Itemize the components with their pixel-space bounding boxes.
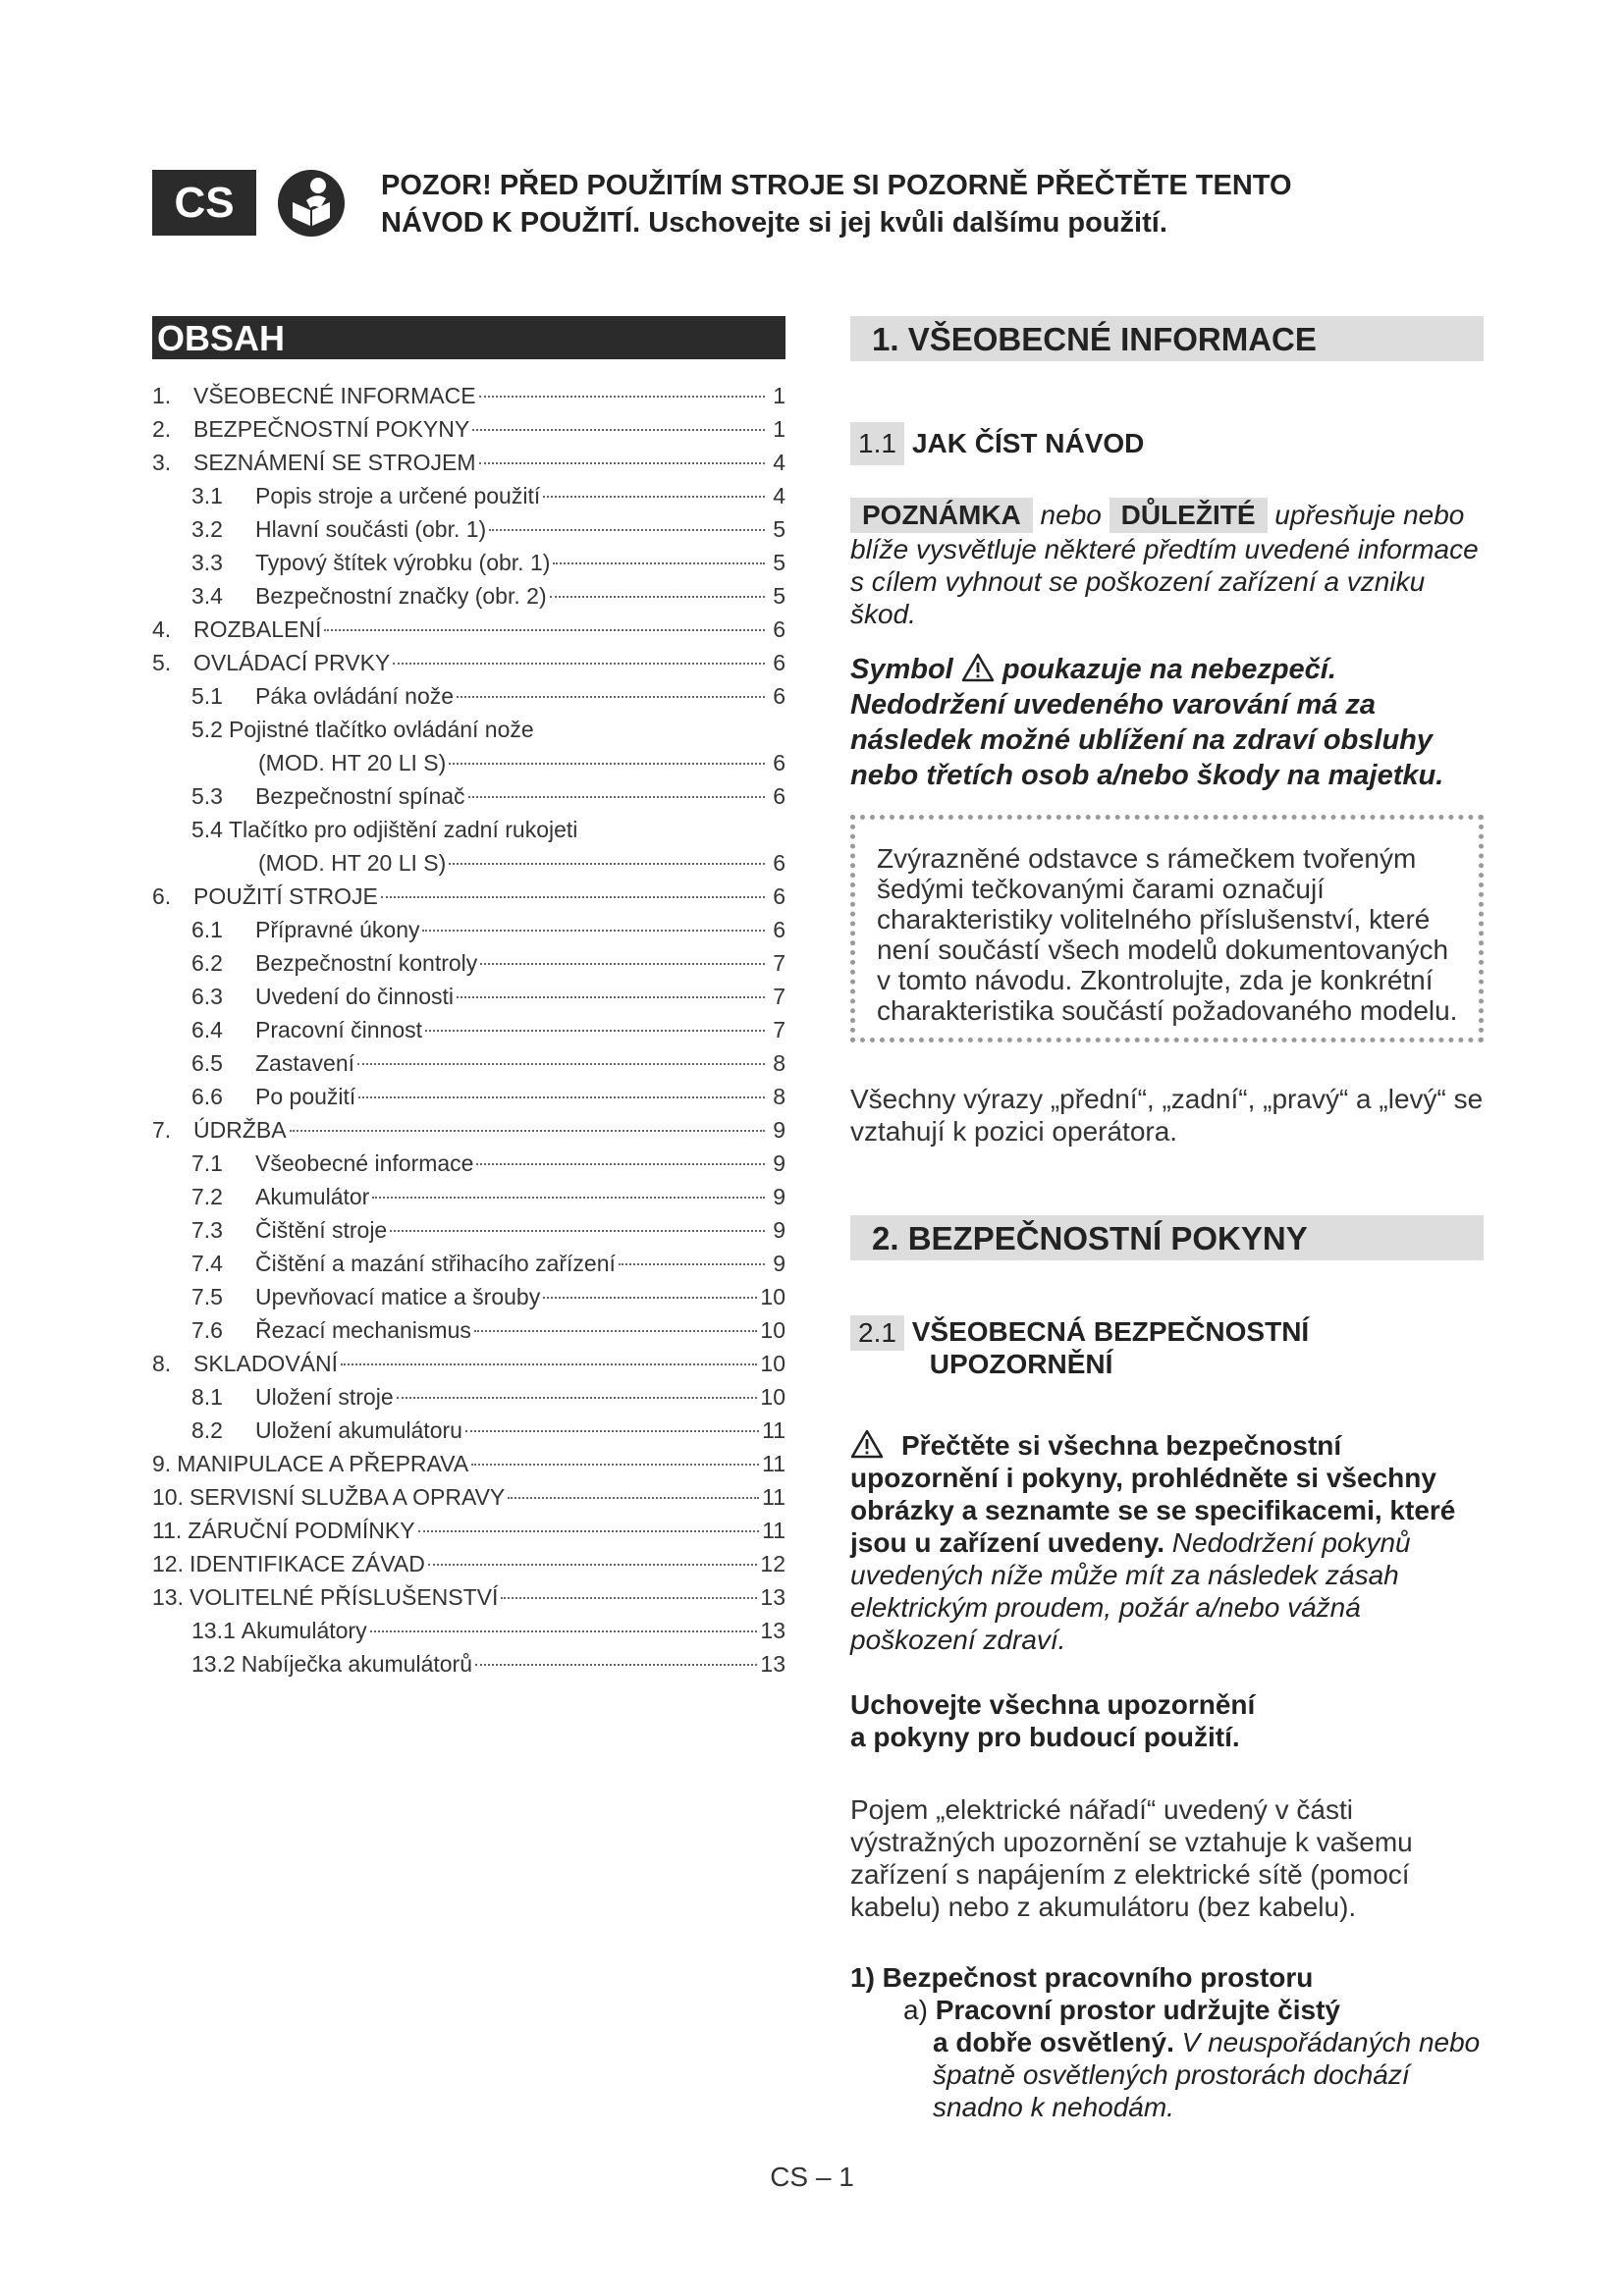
- toc-entry-page: 7: [773, 950, 785, 976]
- toc-entry-page: 12: [760, 1551, 785, 1576]
- item-bold-2: a dobře osvětlený.: [933, 2027, 1174, 2057]
- toc-leader-dots: [480, 963, 765, 965]
- toc-entry-page: 8: [773, 1050, 785, 1076]
- warning-bold-text: Přečtěte si všechna bezpečnostní upozornění i pokyny, prohlédněte si všechny obrázky a seznamte se se specifikacemi, které jsou u zařízení uvedeny.: [850, 1430, 1456, 1558]
- toc-entry-number: 7.5: [191, 1284, 223, 1309]
- important-tag: DŮLEŽITÉ: [1110, 498, 1268, 533]
- toc-leader-dots: [468, 796, 765, 798]
- toc-leader-dots: [393, 663, 765, 665]
- toc-entry-title: Bezpečnostní spínač: [255, 783, 465, 809]
- toc-entry[interactable]: [152, 1414, 785, 1447]
- keep-line-1: Uchovejte všechna upozornění: [850, 1689, 1256, 1720]
- toc-entry-number: 13.2: [191, 1651, 236, 1677]
- toc-entry-number: 5.3: [191, 783, 223, 809]
- toc-entry-number: 8.2: [191, 1417, 223, 1443]
- toc-entry[interactable]: [152, 1580, 785, 1614]
- toc-entry-title: Typový štítek výrobku (obr. 1): [255, 550, 551, 575]
- note-text-first: upřesňuje: [1274, 500, 1396, 530]
- toc-entry-title: BEZPEČNOSTNÍ POKYNY: [193, 416, 470, 442]
- item-label: a): [903, 1995, 928, 2025]
- toc-entry-page: 11: [762, 1417, 785, 1443]
- toc-entry-page: 5: [773, 550, 785, 575]
- toc-entry-page: 13: [760, 1618, 785, 1643]
- language-badge: CS: [152, 170, 256, 236]
- toc-leader-dots: [465, 1430, 759, 1432]
- subsection-title-line-1: VŠEOBECNÁ BEZPEČNOSTNÍ: [911, 1316, 1310, 1347]
- toc-entry-page: 8: [773, 1084, 785, 1109]
- toc-entry-page: 1: [773, 416, 785, 442]
- toc-entry-page: 6: [773, 783, 785, 809]
- toc-entry[interactable]: [152, 1113, 785, 1147]
- toc-entry[interactable]: [152, 512, 785, 546]
- toc-entry[interactable]: [152, 1046, 785, 1080]
- toc-entry-page: 10: [760, 1317, 785, 1343]
- toc-leader-dots: [422, 930, 765, 932]
- note-paragraph: [850, 498, 1484, 630]
- toc-entry-number: 6.6: [191, 1084, 223, 1109]
- toc-entry-title: MANIPULACE A PŘEPRAVA: [177, 1451, 469, 1476]
- toc-entry[interactable]: [152, 379, 785, 412]
- toc-entry[interactable]: [152, 1013, 785, 1046]
- warning-line-1: POZOR! PŘED POUŽITÍM STROJE SI POZORNĚ PŘEČTĚTE TENTO: [381, 170, 1292, 201]
- toc-entry[interactable]: [152, 479, 785, 512]
- toc-entry[interactable]: [152, 412, 785, 446]
- toc-entry-title: Řezací mechanismus: [255, 1317, 471, 1343]
- page-number: CS – 1: [770, 2162, 854, 2192]
- danger-symbol-paragraph: [850, 652, 1484, 793]
- toc-entry-number: 7.3: [191, 1217, 223, 1243]
- toc-entry[interactable]: [152, 613, 785, 646]
- toc-title: OBSAH: [152, 316, 785, 359]
- toc-entry-title: Pracovní činnost: [255, 1017, 423, 1042]
- toc-leader-dots: [358, 1096, 765, 1098]
- toc-entry-number: 7.: [152, 1117, 172, 1143]
- toc-entry-title: Nabíječka akumulátorů: [241, 1651, 472, 1677]
- read-manual-icon: [277, 169, 346, 238]
- toc-entry[interactable]: [152, 1180, 785, 1213]
- toc-entry-page: 6: [773, 650, 785, 675]
- toc-entry-number: 2.: [152, 416, 172, 442]
- toc-entry[interactable]: [152, 1647, 785, 1681]
- toc-entry-number: 12.: [152, 1551, 184, 1576]
- toc-leader-dots: [550, 596, 765, 598]
- toc-entry-page: 13: [760, 1584, 785, 1610]
- toc-entry-number: 13.1: [191, 1618, 236, 1643]
- toc-entry-number: 4.: [152, 616, 172, 642]
- toc-entry-title: Čištění a mazání střihacího zařízení: [255, 1251, 616, 1276]
- toc-leader-dots: [341, 1363, 757, 1365]
- toc-entry-number: 13.: [152, 1584, 184, 1610]
- warning-triangle-icon: [850, 1429, 884, 1459]
- toc-entry-title: Hlavní součásti (obr. 1): [255, 516, 487, 542]
- subsection-title: [912, 1315, 1310, 1380]
- toc-leader-dots: [619, 1263, 765, 1265]
- toc-entry-number: 3.3: [191, 550, 223, 575]
- toc-entry-title: Zastavení: [255, 1050, 354, 1076]
- toc-entry-title: POUŽITÍ STROJE: [193, 883, 378, 909]
- toc-entry-page: 5: [773, 516, 785, 542]
- toc-entry[interactable]: [152, 579, 785, 613]
- note-text-rest: nebo blíže vysvětluje některé předtím uvedené informace s cílem vyhnout se poškození zařízení a vzniku škod.: [850, 500, 1479, 629]
- toc-leader-dots: [508, 1497, 759, 1499]
- toc-entry-title: SERVISNÍ SLUŽBA A OPRAVY: [189, 1484, 506, 1510]
- toc-entry[interactable]: [152, 1614, 785, 1647]
- section-2-heading: 2. BEZPEČNOSTNÍ POKYNY: [850, 1215, 1484, 1260]
- toc-leader-dots: [381, 896, 765, 898]
- toc-leader-dots: [489, 529, 765, 531]
- warning-italic-text: Nedodržení pokynů uvedených níže může mít za následek zásah elektrickým proudem, požár a/nebo vážná poškození zdraví.: [850, 1527, 1411, 1655]
- toc-leader-dots: [449, 763, 765, 765]
- toc-leader-dots: [372, 1197, 765, 1199]
- item-continuation: [903, 2026, 1492, 2123]
- toc-entry-title: Bezpečnostní kontroly: [255, 950, 478, 976]
- item-italic: V neuspořádaných nebo špatně osvětlených prostorách dochází snadno k nehodám.: [933, 2027, 1481, 2122]
- toc-leader-dots: [457, 996, 765, 998]
- toc-entry-title: VOLITELNÉ PŘÍSLUŠENSTVÍ: [189, 1584, 499, 1610]
- subsection-1-1-heading: [850, 422, 1484, 465]
- toc-entry-title: Akumulátory: [241, 1618, 367, 1643]
- toc-entry[interactable]: [152, 679, 785, 713]
- toc-entry-number: 5.2: [191, 717, 223, 742]
- toc-entry-number: 6.2: [191, 950, 223, 976]
- note-tag: POZNÁMKA: [850, 498, 1033, 533]
- toc-entry[interactable]: [152, 1247, 785, 1280]
- toc-entry-title: Pojistné tlačítko ovládání nože: [228, 717, 534, 742]
- toc-entry-number: 6.5: [191, 1050, 223, 1076]
- general-warning-paragraph: [850, 1429, 1489, 1656]
- toc-entry-number: 7.6: [191, 1317, 223, 1343]
- toc-entry-page: 10: [760, 1351, 785, 1376]
- toc-leader-dots: [471, 1464, 759, 1466]
- toc-entry-page: 9: [773, 1251, 785, 1276]
- toc-entry[interactable]: [152, 1514, 785, 1547]
- subsection-number: 1.1: [850, 422, 904, 465]
- toc-entry[interactable]: [152, 1147, 785, 1180]
- directions-paragraph: Všechny výrazy „přední“, „zadní“, „pravý“ a „levý“ se vztahují k pozici operátora.: [850, 1084, 1484, 1147]
- toc-entry-number: 6.1: [191, 917, 223, 942]
- toc-leader-dots: [479, 462, 765, 464]
- subsection-number: 2.1: [850, 1315, 904, 1351]
- symbol-label: Symbol: [850, 654, 953, 685]
- toc-leader-dots: [476, 1163, 765, 1165]
- toc-entry-page: 6: [773, 917, 785, 942]
- toc-leader-dots: [472, 429, 765, 431]
- toc-entry-page: 6: [773, 683, 785, 709]
- toc-entry-number: 10.: [152, 1484, 184, 1510]
- toc-entry-number: 1.: [152, 383, 172, 408]
- item-bold-1: Pracovní prostor udržujte čistý: [935, 1995, 1341, 2025]
- toc-entry-page: 6: [773, 850, 785, 876]
- toc-entry-title: Uvedení do činnosti: [255, 984, 455, 1009]
- toc-entry-title: ROZBALENÍ: [193, 616, 322, 642]
- toc-entry-page: 6: [773, 616, 785, 642]
- toc-entry-number: 7.4: [191, 1251, 223, 1276]
- toc-entry-number: 3.: [152, 450, 172, 475]
- toc-entry-title: Uložení akumulátoru: [255, 1417, 462, 1443]
- toc-entry-page: 7: [773, 984, 785, 1009]
- toc-entry-title: OVLÁDACÍ PRVKY: [193, 650, 391, 675]
- toc-entry-title: ÚDRŽBA: [193, 1117, 287, 1143]
- toc-entry-title: Upevňovací matice a šrouby: [255, 1284, 541, 1309]
- warning-triangle-icon: [961, 653, 995, 682]
- toc-entry-page: 10: [760, 1384, 785, 1410]
- toc-entry-number: 6.: [152, 883, 172, 909]
- toc-entry-number: 8.1: [191, 1384, 223, 1410]
- toc-leader-dots: [428, 1564, 758, 1566]
- toc-entry[interactable]: [152, 779, 785, 813]
- toc-entry[interactable]: [152, 713, 785, 746]
- toc-entry-title: Popis stroje a určené použití: [255, 483, 541, 508]
- toc-entry-title: Páka ovládání nože: [255, 683, 455, 709]
- toc-entry[interactable]: [152, 646, 785, 679]
- toc-entry[interactable]: [152, 1347, 785, 1380]
- toc-entry-number: 3.2: [191, 516, 223, 542]
- toc-entry[interactable]: [152, 1080, 785, 1113]
- toc-leader-dots: [475, 1664, 757, 1666]
- toc-entry[interactable]: [152, 946, 785, 980]
- toc-entry-page: 4: [773, 483, 785, 508]
- toc-entry[interactable]: [152, 880, 785, 913]
- toc-leader-dots: [418, 1530, 760, 1532]
- toc-leader-dots: [290, 1130, 765, 1132]
- toc-entry-title: Přípravné úkony: [255, 917, 420, 942]
- toc-entry-page: 10: [760, 1284, 785, 1309]
- toc-entry-number: 3.4: [191, 583, 223, 609]
- toc-entry[interactable]: [152, 813, 785, 846]
- toc-entry-number: 5.: [152, 650, 172, 675]
- table-of-contents: [152, 379, 785, 1681]
- toc-entry-title: (MOD. HT 20 LI S): [258, 750, 447, 775]
- toc-entry-number: 3.1: [191, 483, 223, 508]
- toc-entry-title: Akumulátor: [255, 1184, 370, 1209]
- optional-feature-box: [850, 815, 1484, 1042]
- subsection-title-line-2: UPOZORNĚNÍ: [929, 1349, 1113, 1379]
- toc-entry-page: 6: [773, 750, 785, 775]
- toc-leader-dots: [474, 1330, 758, 1332]
- toc-entry-page: 7: [773, 1017, 785, 1042]
- warning-line-2: NÁVOD K POUŽITÍ. Uschovejte si jej kvůli dalšímu použití.: [381, 207, 1167, 239]
- toc-leader-dots: [370, 1630, 758, 1632]
- toc-entry-number: 9.: [152, 1451, 172, 1476]
- toc-entry-title: SKLADOVÁNÍ: [193, 1351, 338, 1376]
- toc-entry-page: 1: [773, 383, 785, 408]
- toc-leader-dots: [543, 496, 765, 498]
- toc-entry[interactable]: [152, 546, 785, 579]
- toc-entry-number: 7.2: [191, 1184, 223, 1209]
- toc-entry[interactable]: [152, 846, 785, 880]
- keep-instructions-paragraph: [850, 1688, 1484, 1753]
- toc-entry-title: Uložení stroje: [255, 1384, 394, 1410]
- toc-entry-title: ZÁRUČNÍ PODMÍNKY: [188, 1518, 415, 1543]
- toc-entry[interactable]: [152, 1313, 785, 1347]
- toc-leader-dots: [357, 1063, 765, 1065]
- toc-entry-title: SEZNÁMENÍ SE STROJEM: [193, 450, 476, 475]
- toc-entry[interactable]: [152, 1547, 785, 1580]
- toc-entry-page: 9: [773, 1184, 785, 1209]
- toc-leader-dots: [479, 396, 765, 398]
- subsection-2-1-heading: [850, 1315, 1484, 1380]
- toc-entry[interactable]: [152, 980, 785, 1013]
- power-tool-term-paragraph: Pojem „elektrické nářadí“ uvedený v části výstražných upozornění se vztahuje k vašemu zařízení s napájením z elektrické sítě (pomocí kabelu) nebo z akumulátoru (bez kabelu).: [850, 1794, 1413, 1922]
- toc-entry-title: VŠEOBECNÉ INFORMACE: [193, 383, 476, 408]
- toc-entry-page: 13: [760, 1651, 785, 1677]
- toc-leader-dots: [449, 863, 765, 865]
- toc-leader-dots: [390, 1230, 765, 1232]
- work-area-item-a: [903, 1994, 1492, 2123]
- toc-entry-title: Všeobecné informace: [255, 1150, 474, 1176]
- toc-entry-number: 7.1: [191, 1150, 223, 1176]
- toc-entry-title: Bezpečnostní značky (obr. 2): [255, 583, 547, 609]
- toc-entry-number: 5.1: [191, 683, 223, 709]
- toc-entry-title: Po použití: [255, 1084, 356, 1109]
- toc-entry-number: 5.4: [191, 817, 223, 842]
- toc-entry-page: 11: [762, 1484, 785, 1510]
- manual-warning-header: [381, 167, 1363, 241]
- toc-entry[interactable]: [152, 1380, 785, 1414]
- toc-leader-dots: [553, 562, 765, 564]
- subsection-title: JAK ČÍST NÁVOD: [911, 428, 1145, 458]
- note-or: nebo: [1040, 500, 1102, 530]
- toc-entry-page: 9: [773, 1150, 785, 1176]
- toc-entry[interactable]: [152, 913, 785, 946]
- toc-entry-number: 6.3: [191, 984, 223, 1009]
- toc-entry-page: 11: [762, 1451, 785, 1476]
- toc-leader-dots: [324, 629, 765, 631]
- toc-entry-page: 9: [773, 1117, 785, 1143]
- toc-leader-dots: [501, 1597, 757, 1599]
- toc-leader-dots: [425, 1030, 765, 1032]
- toc-entry-page: 4: [773, 450, 785, 475]
- toc-entry-title: IDENTIFIKACE ZÁVAD: [189, 1551, 425, 1576]
- optional-feature-text: Zvýrazněné odstavce s rámečkem tvořeným šedými tečkovanými čarami označují charakteristiky volitelného příslušenství, které není součástí všech modelů dokumentovaných v tomto návodu. Zkontrolujte, zda je konkrétní charakteristika součástí požadovaného modelu.: [877, 843, 1458, 1026]
- toc-entry-number: 8.: [152, 1351, 172, 1376]
- toc-entry-page: 5: [773, 583, 785, 609]
- toc-entry-title: Čištění stroje: [255, 1217, 388, 1243]
- toc-leader-dots: [543, 1297, 757, 1299]
- toc-entry-title: Tlačítko pro odjištění zadní rukojeti: [228, 817, 578, 842]
- symbol-description: poukazuje na nebezpečí. Nedodržení uvedeného varování má za následek možné ublížení na zdraví obsluhy nebo třetích osob a/nebo škody na majetku.: [850, 654, 1444, 791]
- toc-entry-number: 11.: [152, 1518, 183, 1543]
- toc-entry-page: 6: [773, 883, 785, 909]
- toc-entry[interactable]: [152, 1447, 785, 1480]
- toc-entry-page: 9: [773, 1217, 785, 1243]
- toc-entry-number: 6.4: [191, 1017, 223, 1042]
- toc-entry[interactable]: [152, 1280, 785, 1313]
- toc-entry-title: (MOD. HT 20 LI S): [258, 850, 447, 876]
- section-1-heading: 1. VŠEOBECNÉ INFORMACE: [850, 316, 1484, 361]
- work-area-safety-heading: 1) Bezpečnost pracovního prostoru: [850, 1962, 1314, 1993]
- toc-leader-dots: [397, 1397, 758, 1399]
- toc-entry[interactable]: [152, 1213, 785, 1247]
- keep-line-2: a pokyny pro budoucí použití.: [850, 1722, 1240, 1752]
- toc-entry[interactable]: [152, 746, 785, 779]
- toc-entry[interactable]: [152, 446, 785, 479]
- toc-entry-page: 11: [762, 1518, 785, 1543]
- toc-leader-dots: [457, 696, 765, 698]
- toc-entry[interactable]: [152, 1480, 785, 1514]
